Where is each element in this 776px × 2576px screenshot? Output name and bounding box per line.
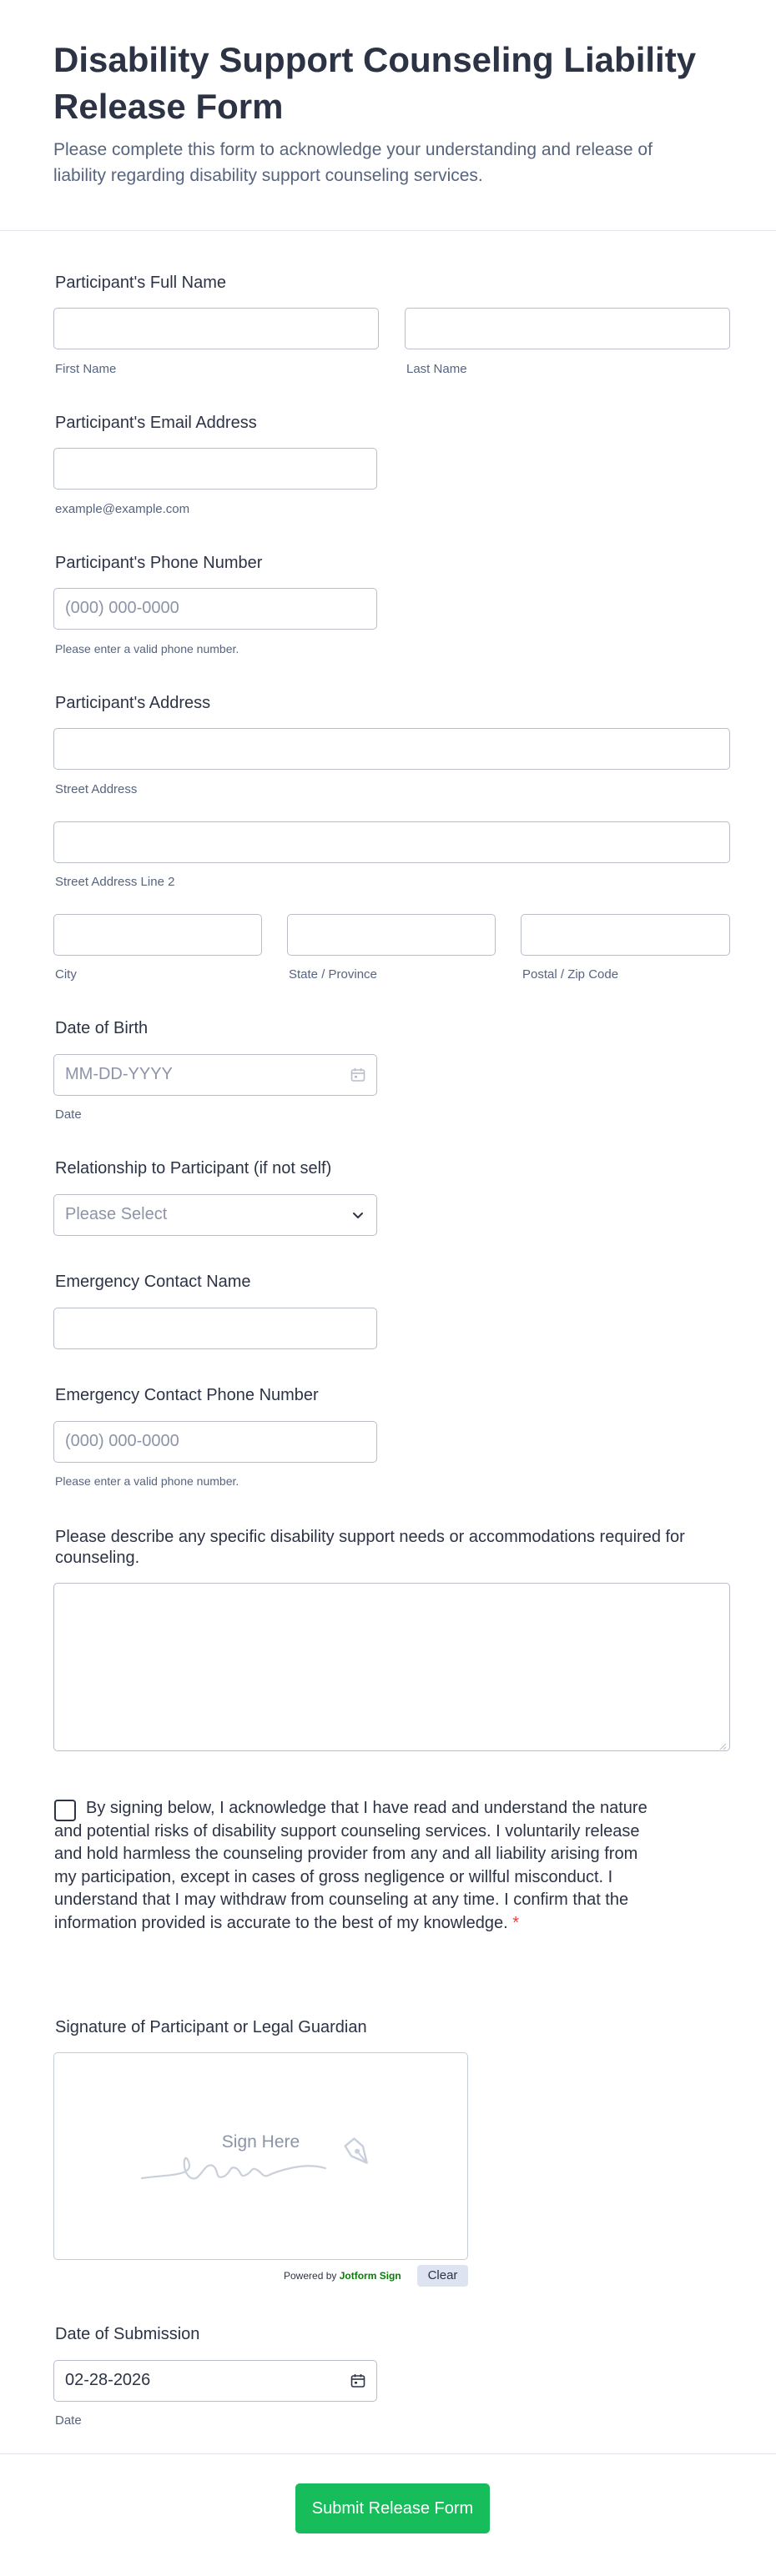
consent-text-body: By signing below, I acknowledge that I have read and understand the nature and potential risks of disability support counseling services. I voluntarily release and hold harmless the counseling provider from any and all liability arising from my participation, except in cases of gross negligence or willful misconduct. I understand that I may withdraw from counseling at any time. I confirm that the information provided is accurate to the best of my knowledge. (54, 1799, 648, 1932)
last-name-input[interactable] (405, 308, 730, 349)
calendar-icon[interactable] (350, 1067, 366, 1083)
resize-handle-icon[interactable] (718, 1740, 727, 1748)
calendar-icon[interactable] (350, 2373, 366, 2389)
relationship-placeholder: Please Select (65, 1205, 168, 1223)
pen-nib-icon (338, 2132, 380, 2174)
emergency-phone-input[interactable] (53, 1421, 377, 1463)
emergency-name-label: Emergency Contact Name (55, 1273, 251, 1291)
dob-placeholder: MM-DD-YYYY (65, 1065, 173, 1083)
emergency-phone-placeholder: (000) 000-0000 (65, 1432, 179, 1450)
powered-by-text (284, 2270, 401, 2282)
emergency-phone-label: Emergency Contact Phone Number (55, 1386, 319, 1404)
dob-label: Date of Birth (55, 1019, 149, 1037)
submission-date-label: Date of Submission (55, 2325, 200, 2343)
needs-label: Please describe any specific disability support needs or accommodations required for counseling. (55, 1528, 685, 1567)
required-mark: * (512, 1913, 519, 1932)
address-label: Participant's Address (55, 694, 211, 712)
relationship-select[interactable] (53, 1194, 377, 1236)
form-title: Disability Support Counseling Liability Release Form (53, 40, 697, 126)
sign-here-text: Sign Here (221, 2132, 300, 2152)
state-input[interactable] (287, 914, 496, 956)
street-address-line2-input[interactable] (53, 821, 730, 863)
postal-code-input[interactable] (521, 914, 730, 956)
city-sublabel: City (55, 967, 77, 982)
email-label: Participant's Email Address (55, 414, 257, 432)
dob-sublabel: Date (55, 1107, 82, 1122)
relationship-label: Relationship to Participant (if not self) (55, 1159, 332, 1178)
last-name-sublabel: Last Name (406, 362, 467, 376)
phone-hint: Please enter a valid phone number. (55, 642, 239, 655)
submission-date-sublabel: Date (55, 2413, 82, 2428)
first-name-sublabel: First Name (55, 362, 117, 376)
chevron-down-icon (350, 1207, 366, 1223)
postal-code-sublabel: Postal / Zip Code (522, 967, 619, 982)
form-description: Please complete this form to acknowledge your understanding and release of liability regarding disability support counseling services. (53, 140, 653, 185)
jotform-sign-brand: Jotform Sign (339, 2270, 401, 2282)
street-address-line2-sublabel: Street Address Line 2 (55, 875, 175, 889)
submission-date-input[interactable] (53, 2360, 377, 2402)
powered-prefix: Powered by (284, 2270, 337, 2282)
consent-text (54, 1797, 655, 1935)
phone-input[interactable] (53, 588, 377, 630)
full-name-label: Participant's Full Name (55, 274, 226, 292)
email-input[interactable] (53, 448, 377, 490)
emergency-name-input[interactable] (53, 1308, 377, 1349)
needs-textarea[interactable] (53, 1583, 730, 1751)
signature-label: Signature of Participant or Legal Guardian (55, 2018, 367, 2036)
phone-placeholder: (000) 000-0000 (65, 599, 179, 617)
footer-divider (0, 2453, 776, 2454)
state-sublabel: State / Province (289, 967, 377, 982)
email-sublabel: example@example.com (55, 502, 190, 516)
form-header (0, 0, 776, 231)
street-address-input[interactable] (53, 728, 730, 770)
city-input[interactable] (53, 914, 262, 956)
submit-button[interactable]: Submit Release Form (295, 2483, 490, 2533)
phone-label: Participant's Phone Number (55, 554, 263, 572)
street-address-sublabel: Street Address (55, 782, 138, 796)
submission-date-value: 02-28-2026 (65, 2371, 151, 2389)
emergency-phone-hint: Please enter a valid phone number. (55, 1474, 239, 1488)
signature-pad[interactable] (53, 2052, 468, 2260)
clear-signature-button[interactable]: Clear (417, 2265, 468, 2287)
dob-input[interactable] (53, 1054, 377, 1096)
first-name-input[interactable] (53, 308, 379, 349)
